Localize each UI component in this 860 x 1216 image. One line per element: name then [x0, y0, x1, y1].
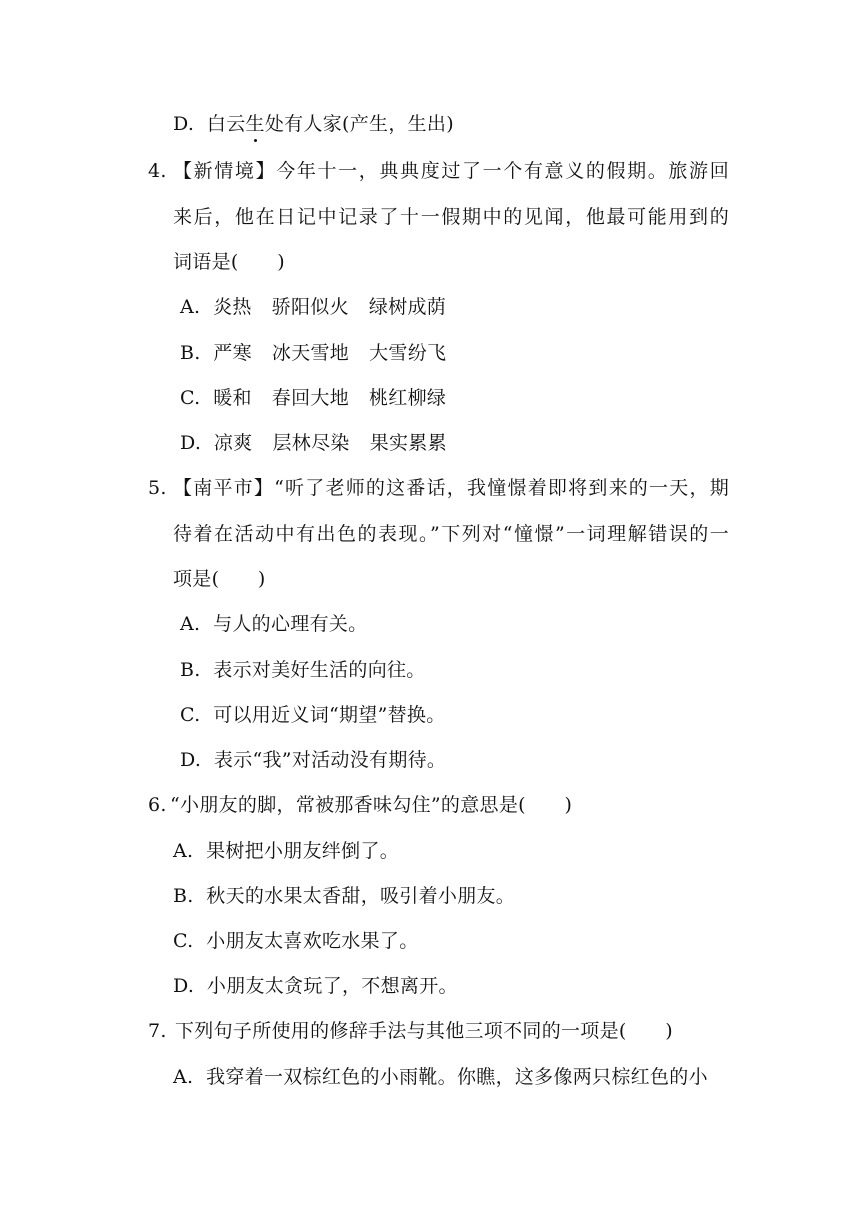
option-text-before: 白云 [206, 113, 246, 135]
option-letter: C. [173, 930, 194, 952]
q5-option-d [180, 748, 446, 772]
q6-option-a [173, 839, 399, 863]
option-letter: C. [180, 704, 201, 726]
q4-option-a [180, 295, 446, 319]
q6-number: 6. [148, 794, 167, 816]
option-word: 大雪纷飞 [369, 342, 447, 364]
option-word: 冰天雪地 [271, 342, 350, 364]
option-word: 层林尽染 [272, 432, 350, 454]
option-letter: D. [173, 113, 195, 135]
option-letter: D. [180, 749, 202, 771]
q6-stem: “小朋友的脚，常被那香味勾住”的意思是( ) [170, 794, 573, 816]
q4-stem-line-1: 【新情境】今年十一，典典度过了一个有意义的假期。旅游回 [173, 160, 729, 182]
q4-option-b [180, 341, 446, 365]
option-word: 暖和 [213, 387, 252, 409]
q5-stem-line-2: 待着在活动中有出色的表现。”下列对“憧憬”一词理解错误的一 [173, 523, 729, 545]
q7-option-a [173, 1065, 708, 1089]
q7-stem: 下列句子所使用的修辞手法与其他三项不同的一项是( ) [175, 1020, 673, 1042]
q4-option-c [180, 386, 446, 410]
q5-option-c [180, 703, 446, 727]
option-word: 桃红柳绿 [369, 387, 447, 409]
q4-stem-line-3: 词语是( ) [173, 251, 285, 273]
option-text: 小朋友太喜欢吃水果了。 [206, 930, 419, 952]
q6-option-b [173, 884, 515, 908]
option-text: 秋天的水果太香甜，吸引着小朋友。 [206, 885, 516, 907]
option-text: 小朋友太贪玩了，不想离开。 [206, 975, 458, 997]
q4-stem-line-2: 来后，他在日记中记录了十一假期中的见闻，他最可能用到的 [173, 206, 729, 228]
option-letter: A. [173, 840, 194, 862]
option-text-after: 处有人家(产生，生出) [264, 113, 454, 135]
q5-stem-line-3: 项是( ) [173, 568, 266, 590]
option-text: 可以用近义词“期望”替换。 [213, 704, 446, 726]
q5-option-a [180, 612, 367, 636]
q5-option-b [180, 658, 426, 682]
emphasis-dot-char: 生 [245, 113, 265, 135]
option-text: 与人的心理有关。 [213, 613, 368, 635]
option-word: 果实累累 [369, 432, 447, 454]
q5-stem-line-1: 【南平市】“听了老师的这番话，我憧憬着即将到来的一天，期 [173, 477, 729, 499]
option-word: 骄阳似火 [271, 296, 349, 318]
option-word: 炎热 [213, 296, 252, 318]
option-text: 我穿着一双棕红色的小雨靴。你瞧，这多像两只棕红色的小 [206, 1066, 708, 1088]
option-word: 凉爽 [213, 432, 253, 454]
option-letter: A. [180, 613, 201, 635]
option-text: 表示“我”对活动没有期待。 [213, 749, 447, 771]
q3-option-d [173, 112, 454, 136]
q6-option-d [173, 974, 458, 998]
q4-number: 4. [148, 160, 167, 182]
q5-number: 5. [148, 477, 167, 499]
option-text: 果树把小朋友绊倒了。 [206, 840, 400, 862]
option-letter: D. [173, 975, 195, 997]
option-letter: C. [180, 387, 201, 409]
option-letter: A. [180, 296, 201, 318]
option-word: 春回大地 [271, 387, 349, 409]
option-letter: B. [173, 885, 194, 907]
option-letter: B. [180, 342, 201, 364]
q4-option-d [180, 431, 447, 455]
option-word: 严寒 [213, 342, 252, 364]
option-text: 表示对美好生活的向往。 [213, 659, 426, 681]
option-letter: D. [180, 432, 202, 454]
option-word: 绿树成荫 [368, 296, 447, 318]
q6-option-c [173, 929, 419, 953]
option-letter: B. [180, 659, 201, 681]
q7-number: 7. [148, 1020, 167, 1042]
option-letter: A. [173, 1066, 194, 1088]
